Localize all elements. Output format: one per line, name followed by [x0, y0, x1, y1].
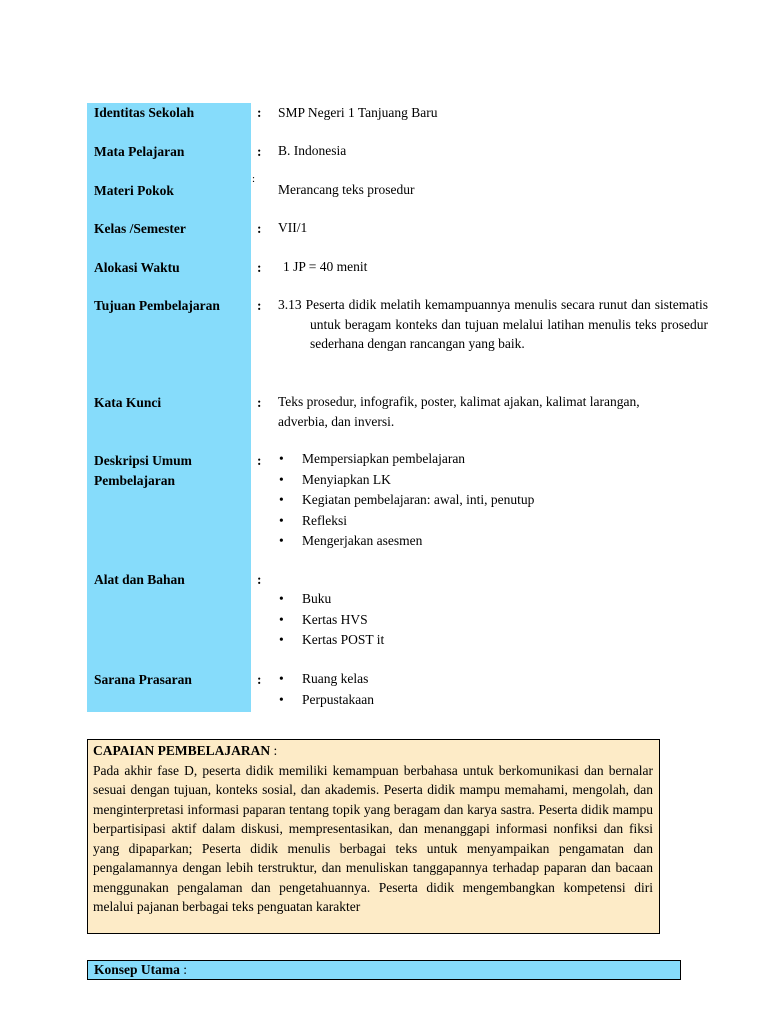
list-sarana-prasaran [278, 669, 676, 710]
colon-mata-pelajaran: : [257, 144, 262, 159]
value-alokasi-waktu: 1 JP = 40 menit [283, 259, 368, 274]
list-item: • Ruang kelas [278, 669, 676, 690]
colon-deskripsi-umum: : [257, 453, 262, 468]
value-identitas-sekolah: SMP Negeri 1 Tanjuang Baru [278, 105, 438, 120]
capaian-title-colon: : [270, 743, 278, 758]
list-item: • Menyiapkan LK [278, 470, 676, 491]
konsep-utama-box [87, 960, 681, 980]
list-item: • Kertas HVS [278, 610, 676, 631]
label-materi-pokok: Materi Pokok [94, 183, 174, 198]
value-mata-pelajaran: B. Indonesia [278, 143, 347, 158]
colon-tujuan-pembelajaran: : [257, 298, 262, 313]
list-item: • Kertas POST it [278, 630, 676, 651]
list-item: • Buku [278, 589, 676, 610]
capaian-title [93, 741, 653, 761]
list-item: • Mengerjakan asesmen [278, 531, 676, 552]
colon-kelas-semester: : [257, 221, 262, 236]
colon-alokasi-waktu: : [257, 260, 262, 275]
list-item: • Mempersiapkan pembelajaran [278, 449, 676, 470]
label-tujuan-pembelajaran: Tujuan Pembelajaran [94, 298, 220, 313]
colon-materi-pokok: : [252, 173, 256, 185]
list-deskripsi-umum [278, 449, 676, 552]
capaian-pembelajaran-box [87, 739, 660, 934]
konsep-title-colon: : [179, 962, 188, 977]
value-tujuan-pembelajaran: 3.13 Peserta didik melatih kemampuannya menulis secara runut dan sistematis untuk beragam konteks dan tujuan melalui latihan menulis teks prosedur sederhana dengan rancangan yang baik. [278, 297, 708, 351]
list-alat-dan-bahan [278, 589, 676, 651]
label-deskripsi-umum: Deskripsi Umum Pembelajaran [94, 453, 192, 488]
label-mata-pelajaran: Mata Pelajaran [94, 144, 185, 159]
value-kelas-semester: VII/1 [278, 220, 308, 235]
colon-kata-kunci: : [257, 395, 262, 410]
colon-alat-dan-bahan: : [257, 572, 262, 587]
colon-identitas-sekolah: : [257, 105, 262, 120]
list-item: • Kegiatan pembelajaran: awal, inti, penutup [278, 490, 676, 511]
label-alat-dan-bahan: Alat dan Bahan [94, 572, 185, 587]
label-kelas-semester: Kelas /Semester [94, 221, 186, 236]
colon-sarana-prasaran: : [257, 672, 262, 687]
label-kata-kunci: Kata Kunci [94, 395, 162, 410]
konsep-title-text: Konsep Utama [94, 962, 180, 977]
capaian-text: Pada akhir fase D, peserta didik memiliki kemampuan berbahasa untuk berkomunikasi dan bernalar sesuai dengan tujuan, konteks sosial, dan akademis. Peserta didik mampu memahami, mengolah, dan menginterpretasi informasi paparan tentang topik yang beragam dan karya sastra. Peserta didik mampu berpartisipasi aktif dalam diskusi, mempresentasikan, dan menanggapi informasi nonfiksi dan fiksi yang dipaparkan; Peserta didik menulis berbagai teks untuk menyampaikan pengamatan dan pengalamannya dengan lebih terstruktur, dan menuliskan tanggapannya terhadap paparan dan bacaan menggunakan pengalaman dan pengetahuannya. Peserta didik mengembangkan kompetensi diri melalui pajanan berbagai teks penguatan karakter [93, 762, 653, 914]
list-item: • Perpustakaan [278, 690, 676, 711]
list-item: • Refleksi [278, 511, 676, 532]
value-materi-pokok: Merancang teks prosedur [278, 182, 415, 197]
label-alokasi-waktu: Alokasi Waktu [94, 260, 180, 275]
capaian-title-text: CAPAIAN PEMBELAJARAN [93, 743, 271, 758]
label-sarana-prasaran: Sarana Prasaran [94, 672, 192, 687]
value-kata-kunci: Teks prosedur, infografik, poster, kalimat ajakan, kalimat larangan, adverbia, dan inversi. [278, 394, 640, 429]
label-identitas-sekolah: Identitas Sekolah [94, 105, 195, 120]
